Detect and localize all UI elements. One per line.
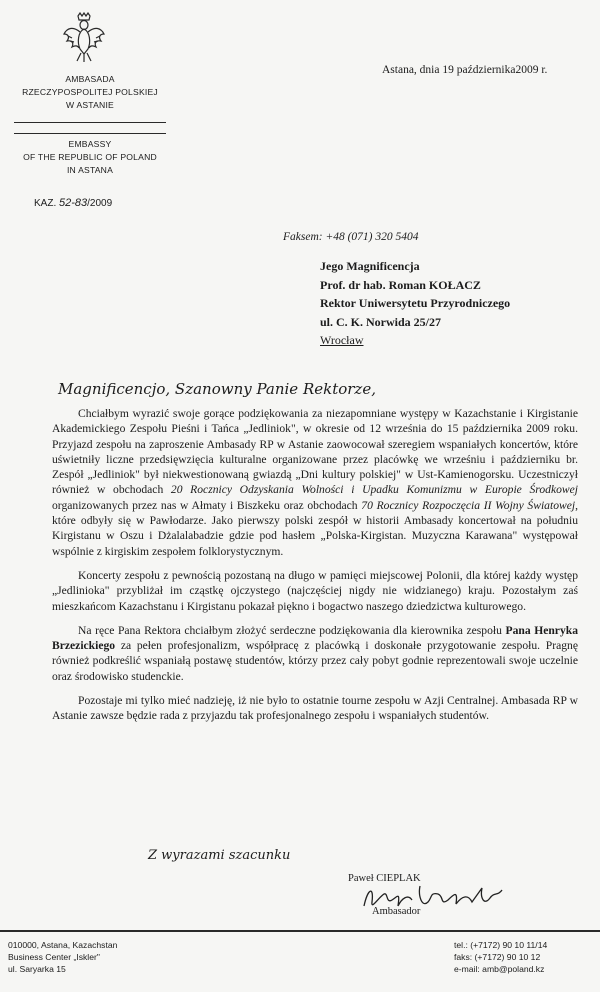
footer-divider	[0, 930, 600, 932]
embassy-en-line: IN ASTANA	[66, 165, 114, 175]
addressee-line: Prof. dr hab. Roman KOŁACZ	[320, 277, 481, 292]
polish-eagle-emblem-icon	[62, 12, 106, 64]
embassy-en-line: OF THE REPUBLIC OF POLAND	[23, 152, 157, 162]
footer-address	[8, 939, 117, 976]
embassy-pl-line: AMBASADA	[65, 74, 115, 84]
letter-date: Astana, dnia 19 października2009 r.	[382, 64, 548, 76]
embassy-pl-line: RZECZYPOSPOLITEJ POLSKIEJ	[22, 87, 158, 97]
person-name: Pana Henryka Brzezickiego	[52, 623, 578, 653]
header-divider	[14, 133, 166, 134]
footer-contact	[454, 939, 547, 976]
body-paragraph: Pozostaje mi tylko mieć nadzieję, iż nie było to ostatnie tourne zespołu w Azji Centralnej. Ambasada RP w Astanie zawsze będzie rada z przyjazdu tak profesjonalnego zespołu i wspaniałych studentów.	[52, 694, 578, 723]
event-name: 70 Rocznicy Rozpoczęcia II Wojny Światowej	[361, 498, 576, 512]
header-divider	[14, 122, 166, 123]
footer-line: ul. Saryarka 15	[8, 964, 66, 975]
body-text: Na ręce Pana Rektora chciałbym złożyć serdeczne podziękowania dla kierownika zespołu	[78, 623, 506, 637]
addressee-line: ul. C. K. Norwida 25/27	[320, 314, 442, 329]
signer-role: Ambasador	[372, 906, 421, 917]
letter-body	[52, 406, 578, 733]
handwritten-salutation: Magnificencjo, Szanowny Panie Rektorze,	[58, 380, 376, 398]
embassy-name-polish	[10, 73, 170, 112]
addressee-line: Jego Magnificencja	[320, 259, 420, 273]
ref-prefix: KAZ.	[34, 198, 57, 209]
ref-year: /2009	[87, 198, 113, 209]
footer-line: 010000, Astana, Kazachstan	[8, 940, 118, 950]
footer-fax: faks: (+7172) 90 10 12	[454, 952, 541, 963]
footer-phone: tel.: (+7172) 90 10 11/14	[454, 940, 548, 950]
embassy-en-line: EMBASSY	[68, 139, 112, 149]
body-text: organizowanych przez nas w Ałmaty i Biszkeku oraz obchodach	[52, 498, 362, 512]
reference-number	[34, 197, 112, 209]
fax-number: Faksem: +48 (071) 320 5404	[283, 231, 419, 243]
ref-number: 52-83	[59, 197, 88, 209]
body-paragraph	[52, 623, 578, 684]
footer-line: Business Center „Iskler"	[8, 952, 100, 963]
body-text: , które odbyły się w Pawłodarze. Jako pierwszy polski zespół w historii Ambasady koncertował na południu Kirgistanu w Oszu i Dżalalabadzie gdzie pod hasłem „Polska-Kirgistan. Muzyczna Karawana" występował wspólnie z kirgiskim zespołem folklorystycznym.	[52, 498, 579, 558]
addressee-line: Rektor Uniwersytetu Przyrodniczego	[320, 296, 511, 310]
signer-name: Paweł CIEPLAK	[348, 873, 421, 884]
body-paragraph: Koncerty zespołu z pewnością pozostaną na długo w pamięci miejscowej Polonii, dla której każdy występ „Jedlinioka" przybliżał im cząstkę ojczystego (najczęściej nigdy nie widzianego) kraju. Pozostałym zaś mieszkańcom Kazachstanu i Kirgistanu pokazał piękno i bogactwo naszego dziedzictwa kulturowego.	[52, 568, 578, 613]
embassy-pl-line: W ASTANIE	[66, 100, 114, 110]
footer-email: e-mail: amb@poland.kz	[454, 964, 545, 975]
body-paragraph	[52, 406, 578, 559]
handwritten-closing: Z wyrazami szacunku	[148, 848, 291, 863]
addressee-city: Wrocław	[320, 333, 364, 347]
addressee-block	[320, 257, 510, 350]
embassy-name-english	[10, 138, 170, 177]
body-text: Chciałbym wyrazić swoje gorące podziękowania za niezapomniane występy w Kazachstanie i Kirgistanie Akademickiego Zespołu Pieśni i Tańca „Jedliniok", w okresie od 12 września do 15 października 2009 roku. Przyjazd zespołu na zaproszenie Ambasady RP w Astanie zaowocował szeregiem wspaniałych koncertów, które uświetniły liczne przedsięwzięcia kulturalne organizowane przez placówkę we wrześniu i październiku br. Zespół „Jedliniok" był niekwestionowaną gwiazdą „Dni kultury polskiej" w Ust-Kamienogorsku. Uczestniczył również w obchodach	[52, 407, 578, 497]
event-name: 20 Rocznicy Odzyskania Wolności i Upadku Komunizmu w Europie Środkowej	[170, 483, 578, 497]
body-text: za pełen profesjonalizm, współpracę z placówką i doskonałe przygotowanie zespołu. Pragnę również podkreślić wspaniałą postawę studentów, którzy przez cały pobyt godnie reprezentowali swoje uczelnie oraz środowisko studenckie.	[52, 639, 578, 683]
